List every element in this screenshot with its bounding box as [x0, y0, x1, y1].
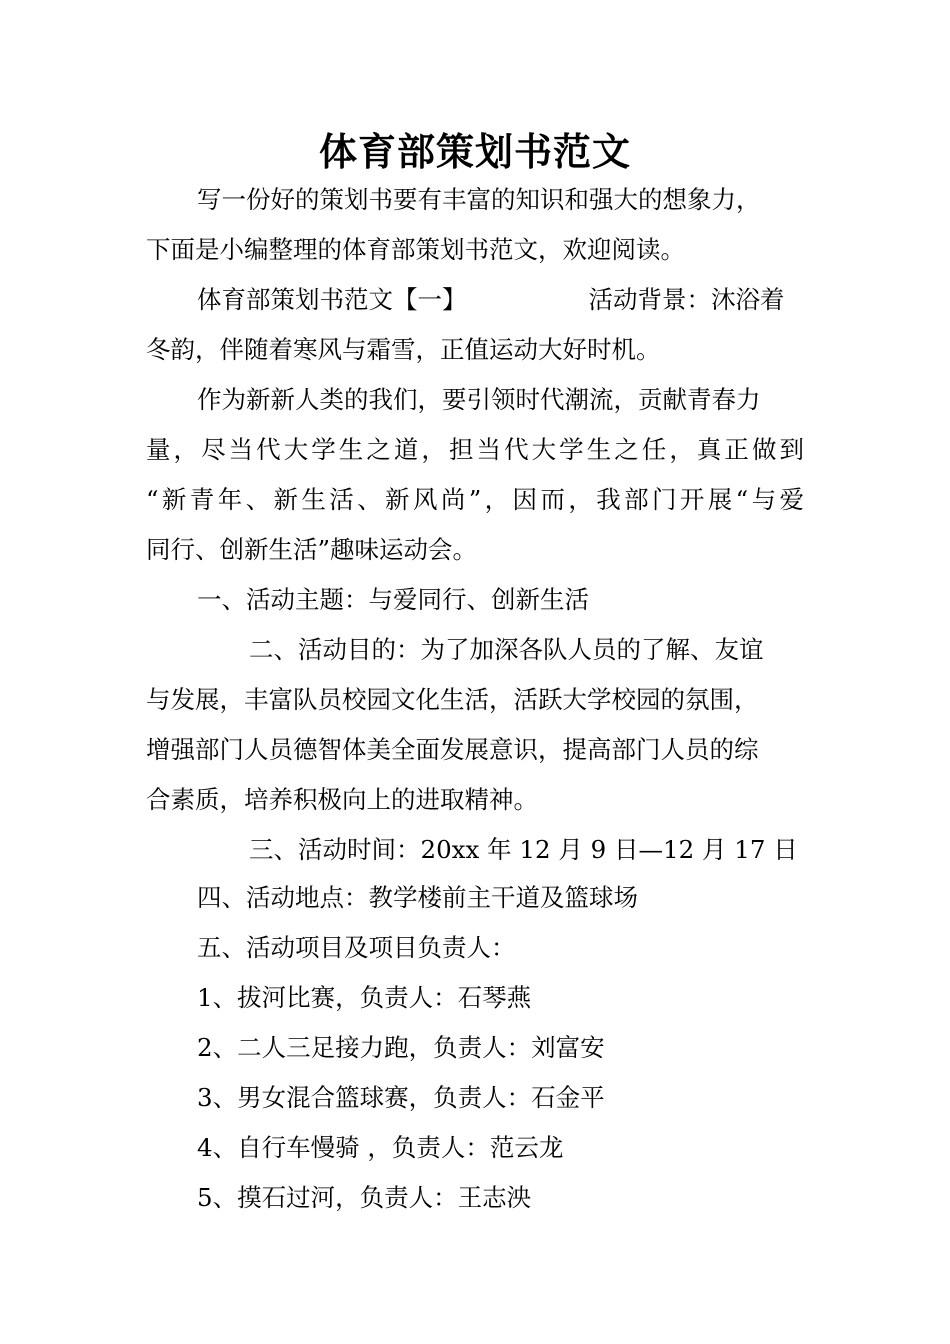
paragraph-line: 写一份好的策划书要有丰富的知识和强大的想象力， [197, 185, 761, 214]
paragraph-line: 与发展，丰富队员校园文化生活，活跃大学校园的氛围， [146, 685, 759, 714]
paragraph-line [197, 282, 785, 318]
paragraph-line: 五、活动项目及项目负责人： [197, 933, 516, 962]
paragraph-line: 量，尽当代大学生之道，担当代大学生之任，真正做到 [146, 435, 804, 464]
paragraph-line: “新青年、新生活、新风尚”，因而，我部门开展“与爱 [146, 485, 804, 514]
paragraph-line: 作为新新人类的我们，要引领时代潮流，贡献青春力 [197, 385, 761, 414]
list-item: 4、自行车慢骑 ，负责人：范云龙 [197, 1133, 564, 1162]
paragraph-line: 三、活动时间：20xx 年 12 月 9 日—12 月 17 日 [249, 835, 798, 864]
document-title: 体育部策划书范文 [318, 129, 631, 174]
paragraph-line: 同行、创新生活”趣味运动会。 [146, 535, 478, 564]
paragraph-line: 冬韵，伴随着寒风与霜雪，正值运动大好时机。 [146, 335, 661, 364]
list-item: 5、摸石过河，负责人：王志泱 [197, 1183, 532, 1212]
paragraph-text: 活动背景：沐浴着 [588, 285, 785, 314]
list-item: 2、二人三足接力跑，负责人：刘富安 [197, 1033, 605, 1062]
paragraph-line: 增强部门人员德智体美全面发展意识，提高部门人员的综 [146, 735, 759, 764]
section-heading: 体育部策划书范文【一】 [197, 285, 467, 314]
list-item: 3、男女混合篮球赛，负责人：石金平 [197, 1083, 605, 1112]
paragraph-line: 一、活动主题：与爱同行、创新生活 [197, 585, 589, 614]
list-item: 1、拔河比赛，负责人：石琴燕 [197, 983, 532, 1012]
paragraph-line: 四、活动地点：教学楼前主干道及篮球场 [197, 883, 638, 912]
paragraph-line: 二、活动目的：为了加深各队人员的了解、友谊 [249, 635, 764, 664]
paragraph-line: 合素质，培养积极向上的进取精神。 [146, 785, 538, 814]
paragraph-line: 下面是小编整理的体育部策划书范文，欢迎阅读。 [146, 235, 685, 264]
